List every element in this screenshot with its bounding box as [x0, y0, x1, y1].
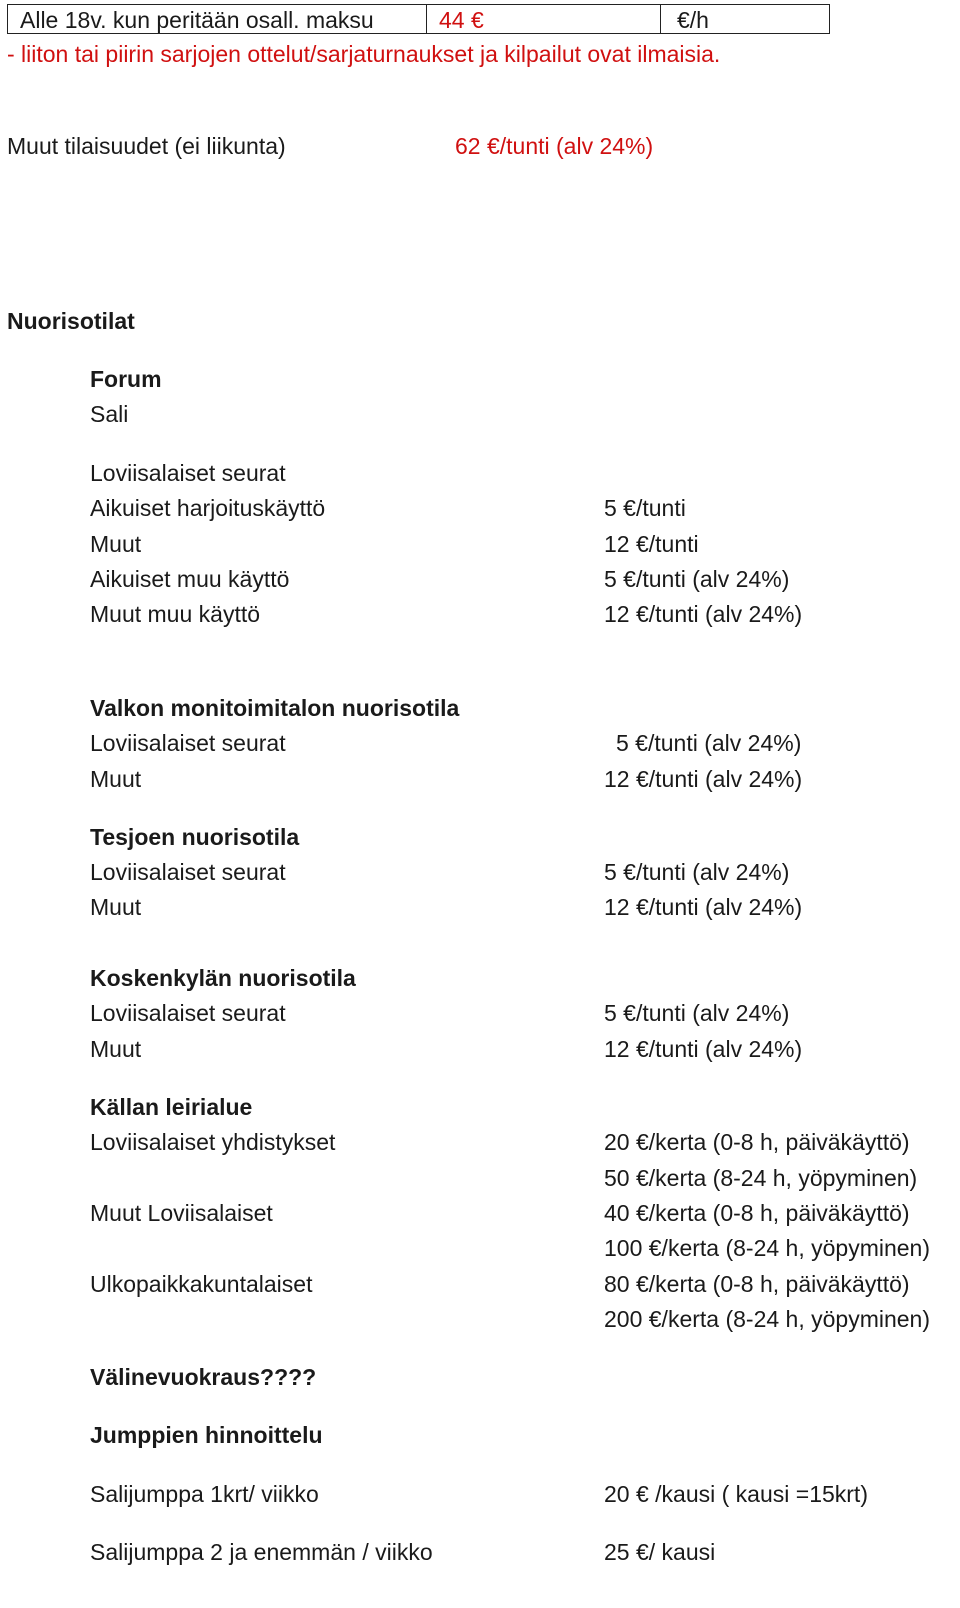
kallan-label: Loviisalaiset yhdistykset	[90, 1129, 336, 1155]
valko-title: Valkon monitoimitalon nuorisotila	[90, 695, 460, 721]
fee-table	[7, 4, 830, 34]
forum-row-label: Aikuiset muu käyttö	[90, 566, 290, 592]
section-title: Nuorisotilat	[7, 308, 135, 334]
forum-group: Loviisalaiset seurat	[90, 460, 286, 486]
kallan-price: 20 €/kerta (0-8 h, päiväkäyttö)	[604, 1129, 910, 1155]
fee-table-label-cell	[8, 5, 427, 33]
fee-table-amount-cell	[427, 5, 661, 33]
koskenkyla-row-price: 12 €/tunti (alv 24%)	[604, 1036, 803, 1062]
forum-row-price: 5 €/tunti (alv 24%)	[604, 566, 790, 592]
gym-row-price: 25 €/ kausi	[604, 1539, 716, 1565]
kallan-label: Ulkopaikkakuntalaiset	[90, 1271, 313, 1297]
koskenkyla-row-price: 5 €/tunti (alv 24%)	[604, 1000, 790, 1026]
valko-row-price: 5 €/tunti (alv 24%)	[616, 730, 802, 756]
kallan-title: Källan leirialue	[90, 1094, 253, 1120]
forum-row-price: 12 €/tunti (alv 24%)	[604, 601, 803, 627]
other-events-price: 62 €/tunti (alv 24%)	[455, 133, 654, 159]
tesjoki-title: Tesjoen nuorisotila	[90, 824, 300, 850]
valko-row-label: Loviisalaiset seurat	[90, 730, 286, 756]
free-note: - liiton tai piirin sarjojen ottelut/sarjaturnaukset ja kilpailut ovat ilmaisia.	[7, 41, 721, 67]
fee-table-unit-cell	[661, 5, 829, 33]
koskenkyla-title: Koskenkylän nuorisotila	[90, 965, 356, 991]
koskenkyla-row-label: Loviisalaiset seurat	[90, 1000, 286, 1026]
fee-table-amount: 44 €	[439, 7, 484, 33]
other-events-label: Muut tilaisuudet (ei liikunta)	[7, 133, 286, 159]
kallan-price: 40 €/kerta (0-8 h, päiväkäyttö)	[604, 1200, 910, 1226]
valko-row-label: Muut	[90, 766, 142, 792]
valko-row-price: 12 €/tunti (alv 24%)	[604, 766, 803, 792]
koskenkyla-row-label: Muut	[90, 1036, 142, 1062]
gym-title: Jumppien hinnoittelu	[90, 1422, 323, 1448]
gym-row-label: Salijumppa 2 ja enemmän / viikko	[90, 1539, 433, 1565]
forum-row-price: 12 €/tunti	[604, 531, 699, 557]
forum-sub: Sali	[90, 401, 129, 427]
fee-table-unit: €/h	[677, 7, 709, 33]
gym-row-label: Salijumppa 1krt/ viikko	[90, 1481, 319, 1507]
kallan-price: 100 €/kerta (8-24 h, yöpyminen)	[604, 1235, 931, 1261]
kallan-label: Muut Loviisalaiset	[90, 1200, 273, 1226]
equipment-title: Välinevuokraus????	[90, 1364, 317, 1390]
tesjoki-row-label: Loviisalaiset seurat	[90, 859, 286, 885]
forum-row-label: Muut	[90, 531, 142, 557]
kallan-price: 50 €/kerta (8-24 h, yöpyminen)	[604, 1165, 918, 1191]
kallan-price: 80 €/kerta (0-8 h, päiväkäyttö)	[604, 1271, 910, 1297]
forum-row-label: Muut muu käyttö	[90, 601, 261, 627]
gym-row-price: 20 € /kausi ( kausi =15krt)	[604, 1481, 868, 1507]
tesjoki-row-label: Muut	[90, 894, 142, 920]
kallan-price: 200 €/kerta (8-24 h, yöpyminen)	[604, 1306, 931, 1332]
forum-row-price: 5 €/tunti	[604, 495, 686, 521]
fee-table-label: Alle 18v. kun peritään osall. maksu	[20, 7, 374, 33]
tesjoki-row-price: 12 €/tunti (alv 24%)	[604, 894, 803, 920]
forum-row-label: Aikuiset harjoituskäyttö	[90, 495, 326, 521]
forum-title: Forum	[90, 366, 162, 392]
tesjoki-row-price: 5 €/tunti (alv 24%)	[604, 859, 790, 885]
